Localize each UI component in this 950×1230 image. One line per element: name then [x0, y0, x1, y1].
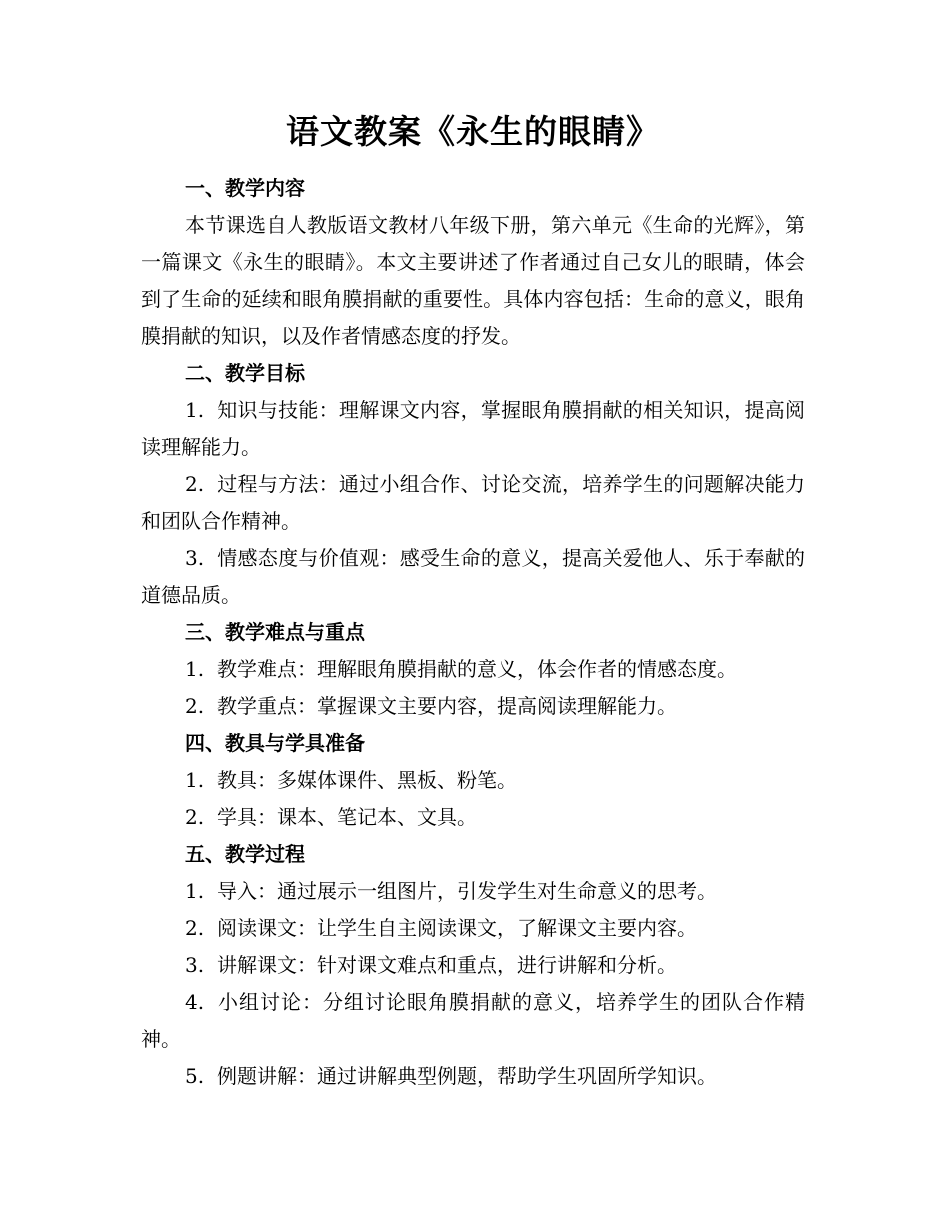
section-heading: 一、教学内容: [185, 176, 305, 200]
item-number: 1.: [185, 768, 205, 792]
document-page: [141, 100, 805, 1095]
section-heading: 五、教学过程: [185, 842, 305, 866]
item-text: 知识与技能：理解课文内容，掌握眼角膜捐献的相关知识，提高阅读理解能力。: [141, 398, 805, 459]
item-number: 2.: [185, 916, 205, 940]
section-teaching-content: [141, 170, 805, 355]
item-number: 2.: [185, 694, 205, 718]
list-item: [141, 392, 805, 466]
section-paragraph: 本节课选自人教版语文教材八年级下册，第六单元《生命的光辉》，第一篇课文《永生的眼睛》。本文主要讲述了作者通过自己女儿的眼睛，体会到了生命的延续和眼角膜捐献的重要性。具体内容包括：生命的意义，眼角膜捐献的知识，以及作者情感态度的抒发。: [141, 213, 805, 348]
section-heading: 二、教学目标: [185, 361, 305, 385]
item-number: 1.: [185, 398, 205, 422]
list-item: [141, 540, 805, 614]
item-number: 3.: [185, 546, 205, 570]
list-item: [141, 799, 805, 836]
list-item: [141, 762, 805, 799]
item-number: 1.: [185, 657, 205, 681]
item-text: 过程与方法：通过小组合作、讨论交流，培养学生的问题解决能力和团队合作精神。: [141, 472, 805, 533]
document-title: 语文教案《永生的眼睛》: [286, 112, 660, 151]
section-teaching-goals: [141, 355, 805, 614]
list-item: [141, 1058, 805, 1095]
item-number: 4.: [185, 990, 205, 1014]
item-number: 3.: [185, 953, 205, 977]
item-text: 阅读课文：让学生自主阅读课文，了解课文主要内容。: [217, 916, 697, 940]
item-number: 2.: [185, 472, 205, 496]
item-text: 小组讨论：分组讨论眼角膜捐献的意义，培养学生的团队合作精神。: [141, 990, 805, 1051]
list-item: [141, 910, 805, 947]
item-text: 教学重点：掌握课文主要内容，提高阅读理解能力。: [217, 694, 677, 718]
list-item: [141, 984, 805, 1058]
item-text: 导入：通过展示一组图片，引发学生对生命意义的思考。: [217, 879, 717, 903]
item-number: 5.: [185, 1064, 205, 1088]
item-text: 教学难点：理解眼角膜捐献的意义，体会作者的情感态度。: [217, 657, 737, 681]
item-text: 例题讲解：通过讲解典型例题，帮助学生巩固所学知识。: [217, 1064, 717, 1088]
item-text: 学具：课本、笔记本、文具。: [217, 805, 477, 829]
section-teaching-process: [141, 836, 805, 1095]
list-item: [141, 651, 805, 688]
item-number: 1.: [185, 879, 205, 903]
list-item: [141, 873, 805, 910]
section-heading: 四、教具与学具准备: [185, 731, 365, 755]
item-text: 讲解课文：针对课文难点和重点，进行讲解和分析。: [217, 953, 677, 977]
section-tools-preparation: [141, 725, 805, 836]
section-difficulties-key-points: [141, 614, 805, 725]
list-item: [141, 466, 805, 540]
section-heading: 三、教学难点与重点: [185, 620, 365, 644]
list-item: [141, 688, 805, 725]
list-item: [141, 947, 805, 984]
item-text: 情感态度与价值观：感受生命的意义，提高关爱他人、乐于奉献的道德品质。: [141, 546, 805, 607]
item-number: 2.: [185, 805, 205, 829]
item-text: 教具：多媒体课件、黑板、粉笔。: [217, 768, 517, 792]
